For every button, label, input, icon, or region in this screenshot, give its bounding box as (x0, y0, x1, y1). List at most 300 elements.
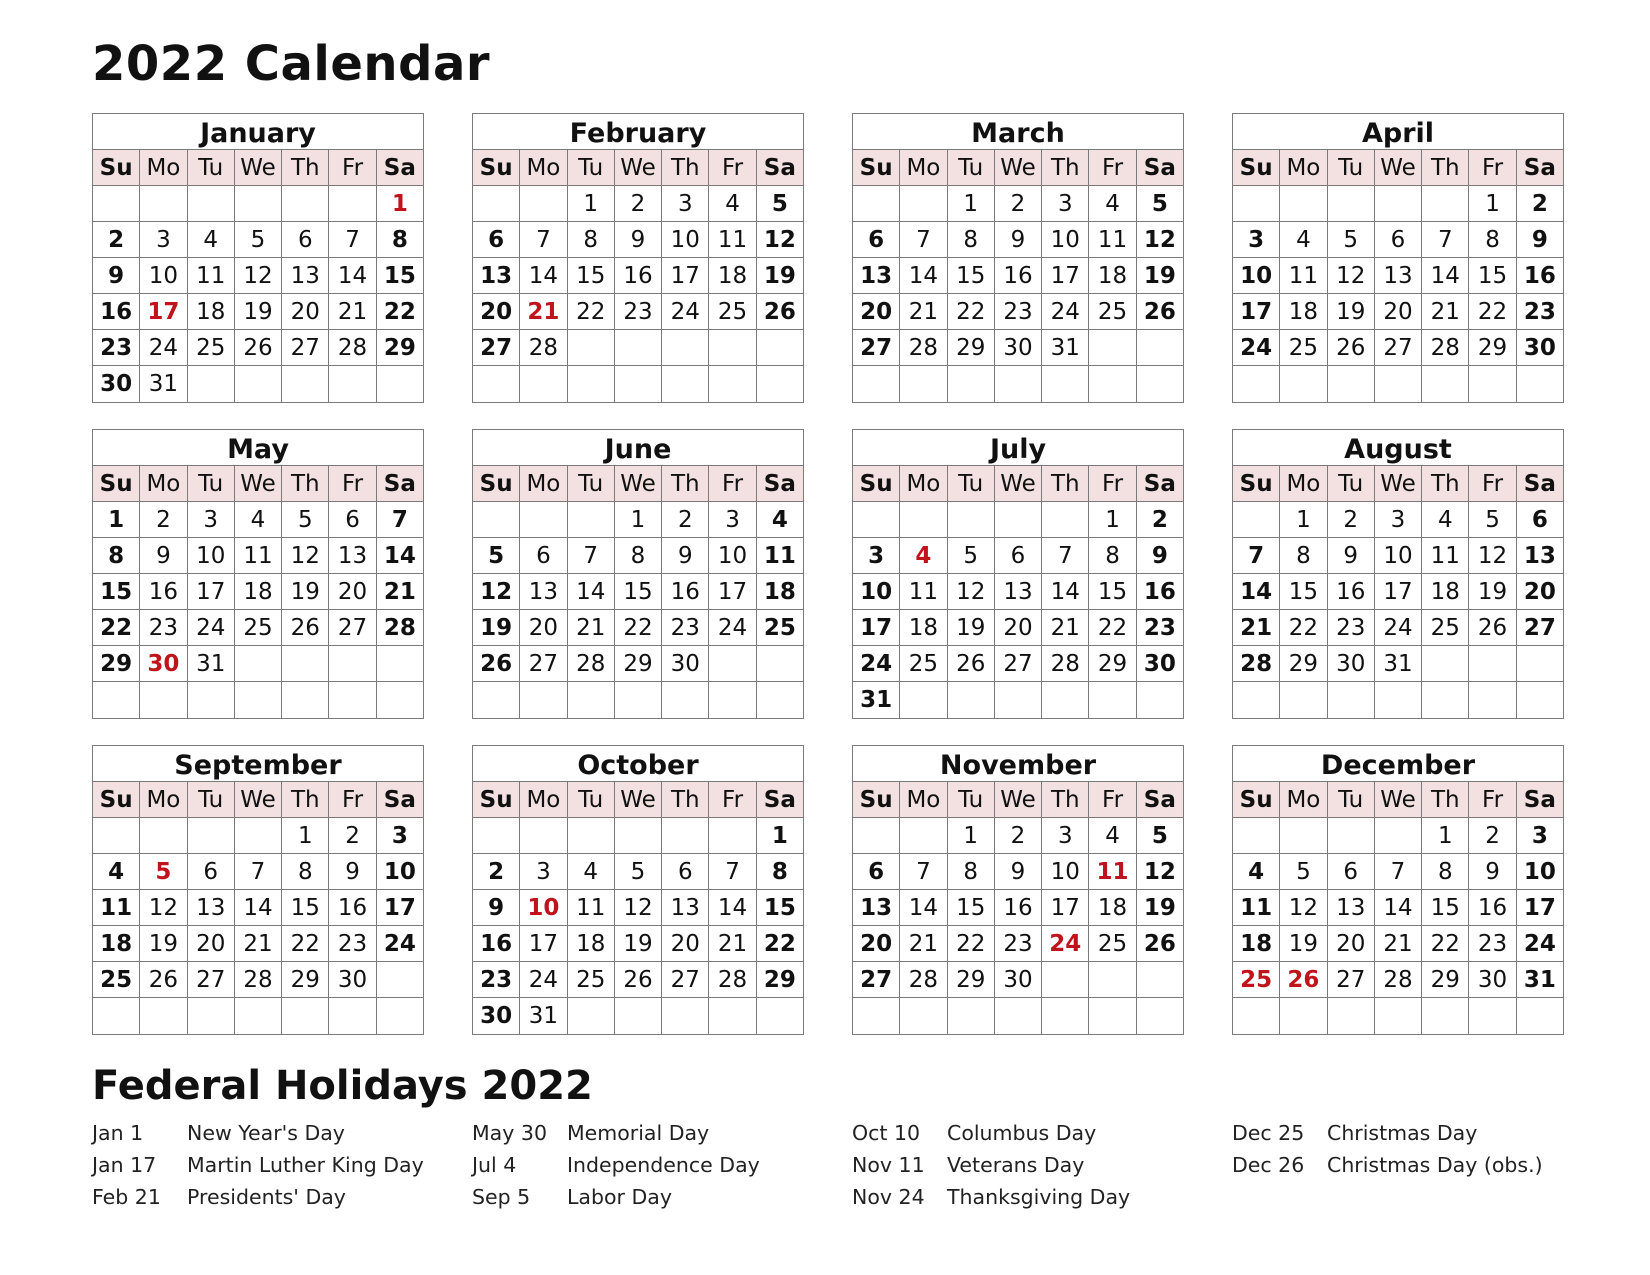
day-cell: 29 (1089, 646, 1136, 681)
empty-day-cell (1137, 998, 1183, 1034)
weekday-label: Sa (1523, 155, 1556, 181)
empty-day-cell (1422, 998, 1469, 1034)
day-cell: 1 (948, 186, 995, 221)
day-cell: 13 (853, 890, 900, 925)
empty-day-cell (568, 330, 615, 365)
day-cell: 10 (383, 859, 416, 885)
weekday-label: Fr (329, 150, 376, 185)
holiday-name: Christmas Day (obs.) (1327, 1153, 1543, 1177)
week-row (1233, 646, 1563, 682)
empty-day-cell (1375, 998, 1422, 1034)
day-cell: 4 (1233, 854, 1280, 889)
day-cell: 14 (709, 890, 756, 925)
day-cell: 31 (1042, 330, 1089, 365)
empty-day-cell (757, 682, 803, 718)
day-cell: 22 (615, 610, 662, 645)
empty-day-cell (377, 998, 423, 1034)
empty-day-cell (282, 186, 329, 221)
week-row (93, 366, 423, 402)
day-cell: 8 (568, 222, 615, 257)
week-row (93, 818, 423, 854)
empty-day-cell (900, 502, 947, 537)
day-cell: 14 (1375, 890, 1422, 925)
week-row (1233, 222, 1563, 258)
day-cell: 17 (853, 610, 900, 645)
day-cell: 25 (1089, 294, 1136, 329)
empty-day-cell (93, 818, 140, 853)
holiday-date: Nov 11 (852, 1153, 925, 1177)
empty-day-cell (520, 502, 567, 537)
day-cell: 18 (188, 294, 235, 329)
day-cell: 4 (568, 854, 615, 889)
empty-day-cell (188, 682, 235, 718)
empty-day-cell (995, 682, 1042, 718)
weekday-label: Th (1422, 782, 1469, 817)
day-cell: 9 (615, 222, 662, 257)
day-cell: 6 (1531, 507, 1548, 533)
month-name: May (93, 430, 423, 466)
day-cell: 19 (615, 926, 662, 961)
holiday-date: Sep 5 (472, 1185, 531, 1209)
holiday-day-cell: 30 (140, 646, 187, 681)
week-row (93, 854, 423, 890)
weekday-label: Su (853, 466, 900, 501)
empty-day-cell (140, 818, 187, 853)
day-cell: 7 (900, 854, 947, 889)
day-cell: 30 (1328, 646, 1375, 681)
weekday-label: Sa (383, 787, 416, 813)
day-cell: 5 (1328, 222, 1375, 257)
day-cell: 24 (1233, 330, 1280, 365)
day-cell: 11 (709, 222, 756, 257)
day-cell: 7 (900, 222, 947, 257)
day-cell: 30 (93, 366, 140, 402)
day-cell: 29 (1469, 330, 1516, 365)
empty-day-cell (377, 682, 423, 718)
empty-day-cell (1233, 818, 1280, 853)
day-cell: 26 (140, 962, 187, 997)
weekday-label: Fr (1089, 782, 1136, 817)
month-october (472, 745, 804, 1035)
day-cell: 9 (329, 854, 376, 889)
empty-day-cell (1137, 366, 1183, 402)
day-cell: 27 (329, 610, 376, 645)
day-cell: 16 (1523, 263, 1556, 289)
day-cell: 23 (140, 610, 187, 645)
day-cell: 20 (995, 610, 1042, 645)
empty-day-cell (1375, 682, 1422, 718)
day-cell: 21 (1375, 926, 1422, 961)
day-cell: 9 (1531, 227, 1548, 253)
federal-holidays-title: Federal Holidays 2022 (92, 1063, 593, 1109)
empty-day-cell (473, 186, 520, 221)
empty-day-cell (329, 682, 376, 718)
day-cell: 17 (1233, 294, 1280, 329)
day-cell: 29 (282, 962, 329, 997)
day-cell: 9 (1151, 543, 1168, 569)
weekday-label: Fr (709, 466, 756, 501)
page-title: 2022 Calendar (92, 36, 491, 92)
day-cell: 9 (662, 538, 709, 573)
week-row (93, 294, 423, 330)
empty-day-cell (1137, 962, 1183, 997)
day-cell: 26 (763, 299, 796, 325)
day-cell: 11 (763, 543, 796, 569)
day-cell: 21 (709, 926, 756, 961)
weekday-label: Th (1422, 150, 1469, 185)
week-row (1233, 998, 1563, 1034)
empty-day-cell (93, 186, 140, 221)
week-row (93, 502, 423, 538)
day-cell: 17 (520, 926, 567, 961)
month-name: January (93, 114, 423, 150)
day-cell: 3 (1042, 818, 1089, 853)
empty-day-cell (473, 502, 520, 537)
empty-day-cell (1422, 366, 1469, 402)
day-cell: 5 (1469, 502, 1516, 537)
day-cell: 15 (93, 574, 140, 609)
weekday-label: Su (1233, 466, 1280, 501)
holiday-name: Memorial Day (567, 1121, 710, 1145)
empty-day-cell (1280, 998, 1327, 1034)
day-cell: 28 (520, 330, 567, 365)
day-cell: 24 (1042, 294, 1089, 329)
day-cell: 13 (329, 538, 376, 573)
day-cell: 7 (709, 854, 756, 889)
holiday-entry (92, 1117, 452, 1149)
day-cell: 4 (709, 186, 756, 221)
weekday-label: We (615, 782, 662, 817)
weekday-header (473, 466, 803, 502)
day-cell: 9 (995, 222, 1042, 257)
empty-day-cell (235, 682, 282, 718)
day-cell: 21 (900, 294, 947, 329)
day-cell: 22 (93, 610, 140, 645)
month-august (1232, 429, 1564, 719)
week-row (853, 646, 1183, 682)
empty-day-cell (1517, 646, 1563, 681)
day-cell: 3 (1042, 186, 1089, 221)
day-cell: 12 (763, 227, 796, 253)
weekday-label: Tu (948, 150, 995, 185)
week-row (1233, 926, 1563, 962)
week-row (1233, 890, 1563, 926)
empty-day-cell (709, 818, 756, 853)
weekday-label: We (995, 782, 1042, 817)
day-cell: 18 (235, 574, 282, 609)
holiday-name: Christmas Day (1327, 1121, 1478, 1145)
week-row (473, 854, 803, 890)
empty-day-cell (948, 502, 995, 537)
day-cell: 25 (763, 615, 796, 641)
week-row (93, 574, 423, 610)
empty-day-cell (1375, 186, 1422, 221)
day-cell: 28 (1233, 646, 1280, 681)
empty-day-cell (1422, 646, 1469, 681)
day-cell: 9 (93, 258, 140, 293)
day-cell: 1 (948, 818, 995, 853)
day-cell: 1 (282, 818, 329, 853)
month-name: September (93, 746, 423, 782)
weekday-header (93, 466, 423, 502)
weekday-label: Sa (763, 787, 796, 813)
day-cell: 9 (1469, 854, 1516, 889)
empty-day-cell (1280, 186, 1327, 221)
weekday-header (853, 782, 1183, 818)
day-cell: 21 (383, 579, 416, 605)
day-cell: 14 (568, 574, 615, 609)
weekday-label: Tu (948, 782, 995, 817)
empty-day-cell (757, 366, 803, 402)
day-cell: 1 (1280, 502, 1327, 537)
empty-day-cell (377, 646, 423, 681)
week-row (473, 502, 803, 538)
weekday-label: Mo (520, 466, 567, 501)
day-cell: 19 (282, 574, 329, 609)
week-row (93, 926, 423, 962)
day-cell: 11 (1233, 890, 1280, 925)
day-cell: 28 (900, 962, 947, 997)
week-row (93, 538, 423, 574)
day-cell: 6 (473, 222, 520, 257)
week-row (473, 962, 803, 998)
weekday-label: Sa (763, 155, 796, 181)
day-cell: 19 (1280, 926, 1327, 961)
day-cell: 13 (282, 258, 329, 293)
day-cell: 2 (93, 222, 140, 257)
week-row (1233, 258, 1563, 294)
week-row (473, 294, 803, 330)
day-cell: 26 (1328, 330, 1375, 365)
day-cell: 10 (853, 574, 900, 609)
day-cell: 24 (140, 330, 187, 365)
empty-day-cell (282, 998, 329, 1034)
day-cell: 28 (709, 962, 756, 997)
day-cell: 22 (948, 294, 995, 329)
holiday-entry (1232, 1149, 1592, 1181)
empty-day-cell (282, 646, 329, 681)
day-cell: 27 (853, 330, 900, 365)
weekday-label: Th (1422, 466, 1469, 501)
day-cell: 16 (473, 926, 520, 961)
holiday-date: Dec 25 (1232, 1121, 1305, 1145)
week-row (93, 222, 423, 258)
day-cell: 15 (383, 263, 416, 289)
month-name: April (1233, 114, 1563, 150)
week-row (473, 538, 803, 574)
empty-day-cell (948, 682, 995, 718)
day-cell: 26 (282, 610, 329, 645)
empty-day-cell (853, 502, 900, 537)
day-cell: 11 (1089, 222, 1136, 257)
empty-day-cell (1042, 366, 1089, 402)
holiday-name: Presidents' Day (187, 1185, 346, 1209)
empty-day-cell (1469, 682, 1516, 718)
empty-day-cell (1469, 366, 1516, 402)
day-cell: 15 (568, 258, 615, 293)
day-cell: 21 (900, 926, 947, 961)
day-cell: 23 (93, 330, 140, 365)
week-row (853, 682, 1183, 718)
day-cell: 5 (235, 222, 282, 257)
holiday-name: Independence Day (567, 1153, 760, 1177)
weekday-label: We (995, 150, 1042, 185)
empty-day-cell (473, 366, 520, 402)
empty-day-cell (140, 682, 187, 718)
day-cell: 12 (473, 574, 520, 609)
day-cell: 13 (1523, 543, 1556, 569)
empty-day-cell (1042, 682, 1089, 718)
day-cell: 12 (615, 890, 662, 925)
week-row (853, 926, 1183, 962)
day-cell: 11 (1422, 538, 1469, 573)
day-cell: 16 (93, 294, 140, 329)
week-row (473, 222, 803, 258)
week-row (473, 998, 803, 1034)
day-cell: 13 (1375, 258, 1422, 293)
day-cell: 25 (188, 330, 235, 365)
day-cell: 16 (1469, 890, 1516, 925)
weekday-label: We (1375, 466, 1422, 501)
day-cell: 15 (282, 890, 329, 925)
weekday-label: Mo (520, 782, 567, 817)
week-row (473, 610, 803, 646)
empty-day-cell (1422, 682, 1469, 718)
month-june (472, 429, 804, 719)
weekday-label: We (615, 150, 662, 185)
day-cell: 17 (1523, 895, 1556, 921)
day-cell: 26 (235, 330, 282, 365)
day-cell: 19 (140, 926, 187, 961)
day-cell: 20 (1523, 579, 1556, 605)
week-row (1233, 682, 1563, 718)
day-cell: 10 (140, 258, 187, 293)
day-cell: 7 (235, 854, 282, 889)
day-cell: 28 (329, 330, 376, 365)
week-row (93, 646, 423, 682)
weekday-label: Su (473, 466, 520, 501)
weekday-label: Sa (1143, 787, 1176, 813)
week-row (473, 330, 803, 366)
day-cell: 6 (329, 502, 376, 537)
holiday-entry (1232, 1117, 1592, 1149)
day-cell: 10 (662, 222, 709, 257)
day-cell: 31 (1375, 646, 1422, 681)
weekday-label: Mo (140, 782, 187, 817)
day-cell: 8 (1280, 538, 1327, 573)
empty-day-cell (900, 998, 947, 1034)
day-cell: 3 (140, 222, 187, 257)
weekday-label: Su (1233, 782, 1280, 817)
empty-day-cell (520, 818, 567, 853)
week-row (1233, 610, 1563, 646)
holiday-name: New Year's Day (187, 1121, 345, 1145)
empty-day-cell (140, 186, 187, 221)
empty-day-cell (1375, 366, 1422, 402)
weekday-label: We (1375, 150, 1422, 185)
empty-day-cell (235, 186, 282, 221)
weekday-label: Sa (383, 471, 416, 497)
empty-day-cell (1469, 646, 1516, 681)
holiday-entry (92, 1149, 452, 1181)
week-row (1233, 294, 1563, 330)
day-cell: 2 (615, 186, 662, 221)
day-cell: 16 (995, 258, 1042, 293)
weekday-label: Fr (329, 466, 376, 501)
weekday-label: Fr (1469, 466, 1516, 501)
day-cell: 17 (662, 258, 709, 293)
month-february (472, 113, 804, 403)
day-cell: 20 (853, 294, 900, 329)
empty-day-cell (1042, 998, 1089, 1034)
empty-day-cell (568, 682, 615, 718)
empty-day-cell (1233, 682, 1280, 718)
week-row (853, 186, 1183, 222)
day-cell: 6 (282, 222, 329, 257)
empty-day-cell (140, 998, 187, 1034)
week-row (473, 366, 803, 402)
holiday-date: Oct 10 (852, 1121, 921, 1145)
day-cell: 3 (1375, 502, 1422, 537)
day-cell: 10 (1375, 538, 1422, 573)
month-april (1232, 113, 1564, 403)
weekday-header (473, 782, 803, 818)
empty-day-cell (1517, 998, 1563, 1034)
day-cell: 10 (188, 538, 235, 573)
day-cell: 27 (853, 962, 900, 997)
weekday-label: We (995, 466, 1042, 501)
day-cell: 25 (235, 610, 282, 645)
day-cell: 5 (473, 538, 520, 573)
holiday-name: Columbus Day (947, 1121, 1097, 1145)
week-row (473, 574, 803, 610)
empty-day-cell (1422, 186, 1469, 221)
day-cell: 20 (188, 926, 235, 961)
day-cell: 28 (568, 646, 615, 681)
holiday-date: Nov 24 (852, 1185, 925, 1209)
weekday-label: Sa (1523, 787, 1556, 813)
week-row (853, 330, 1183, 366)
day-cell: 1 (93, 502, 140, 537)
day-cell: 12 (235, 258, 282, 293)
day-cell: 19 (1328, 294, 1375, 329)
week-row (93, 258, 423, 294)
week-row (473, 818, 803, 854)
empty-day-cell (1089, 366, 1136, 402)
day-cell: 9 (140, 538, 187, 573)
day-cell: 22 (1422, 926, 1469, 961)
week-row (473, 682, 803, 718)
day-cell: 13 (1328, 890, 1375, 925)
day-cell: 23 (1328, 610, 1375, 645)
day-cell: 19 (1143, 895, 1176, 921)
empty-day-cell (900, 818, 947, 853)
holiday-entry (852, 1181, 1212, 1213)
weekday-label: Th (282, 782, 329, 817)
day-cell: 18 (1089, 258, 1136, 293)
week-row (1233, 962, 1563, 998)
week-row (473, 646, 803, 682)
day-cell: 8 (948, 222, 995, 257)
empty-day-cell (853, 366, 900, 402)
day-cell: 13 (520, 574, 567, 609)
day-cell: 8 (948, 854, 995, 889)
week-row (93, 186, 423, 222)
day-cell: 5 (1151, 191, 1168, 217)
holiday-column (852, 1117, 1212, 1213)
day-cell: 15 (1422, 890, 1469, 925)
day-cell: 14 (1042, 574, 1089, 609)
